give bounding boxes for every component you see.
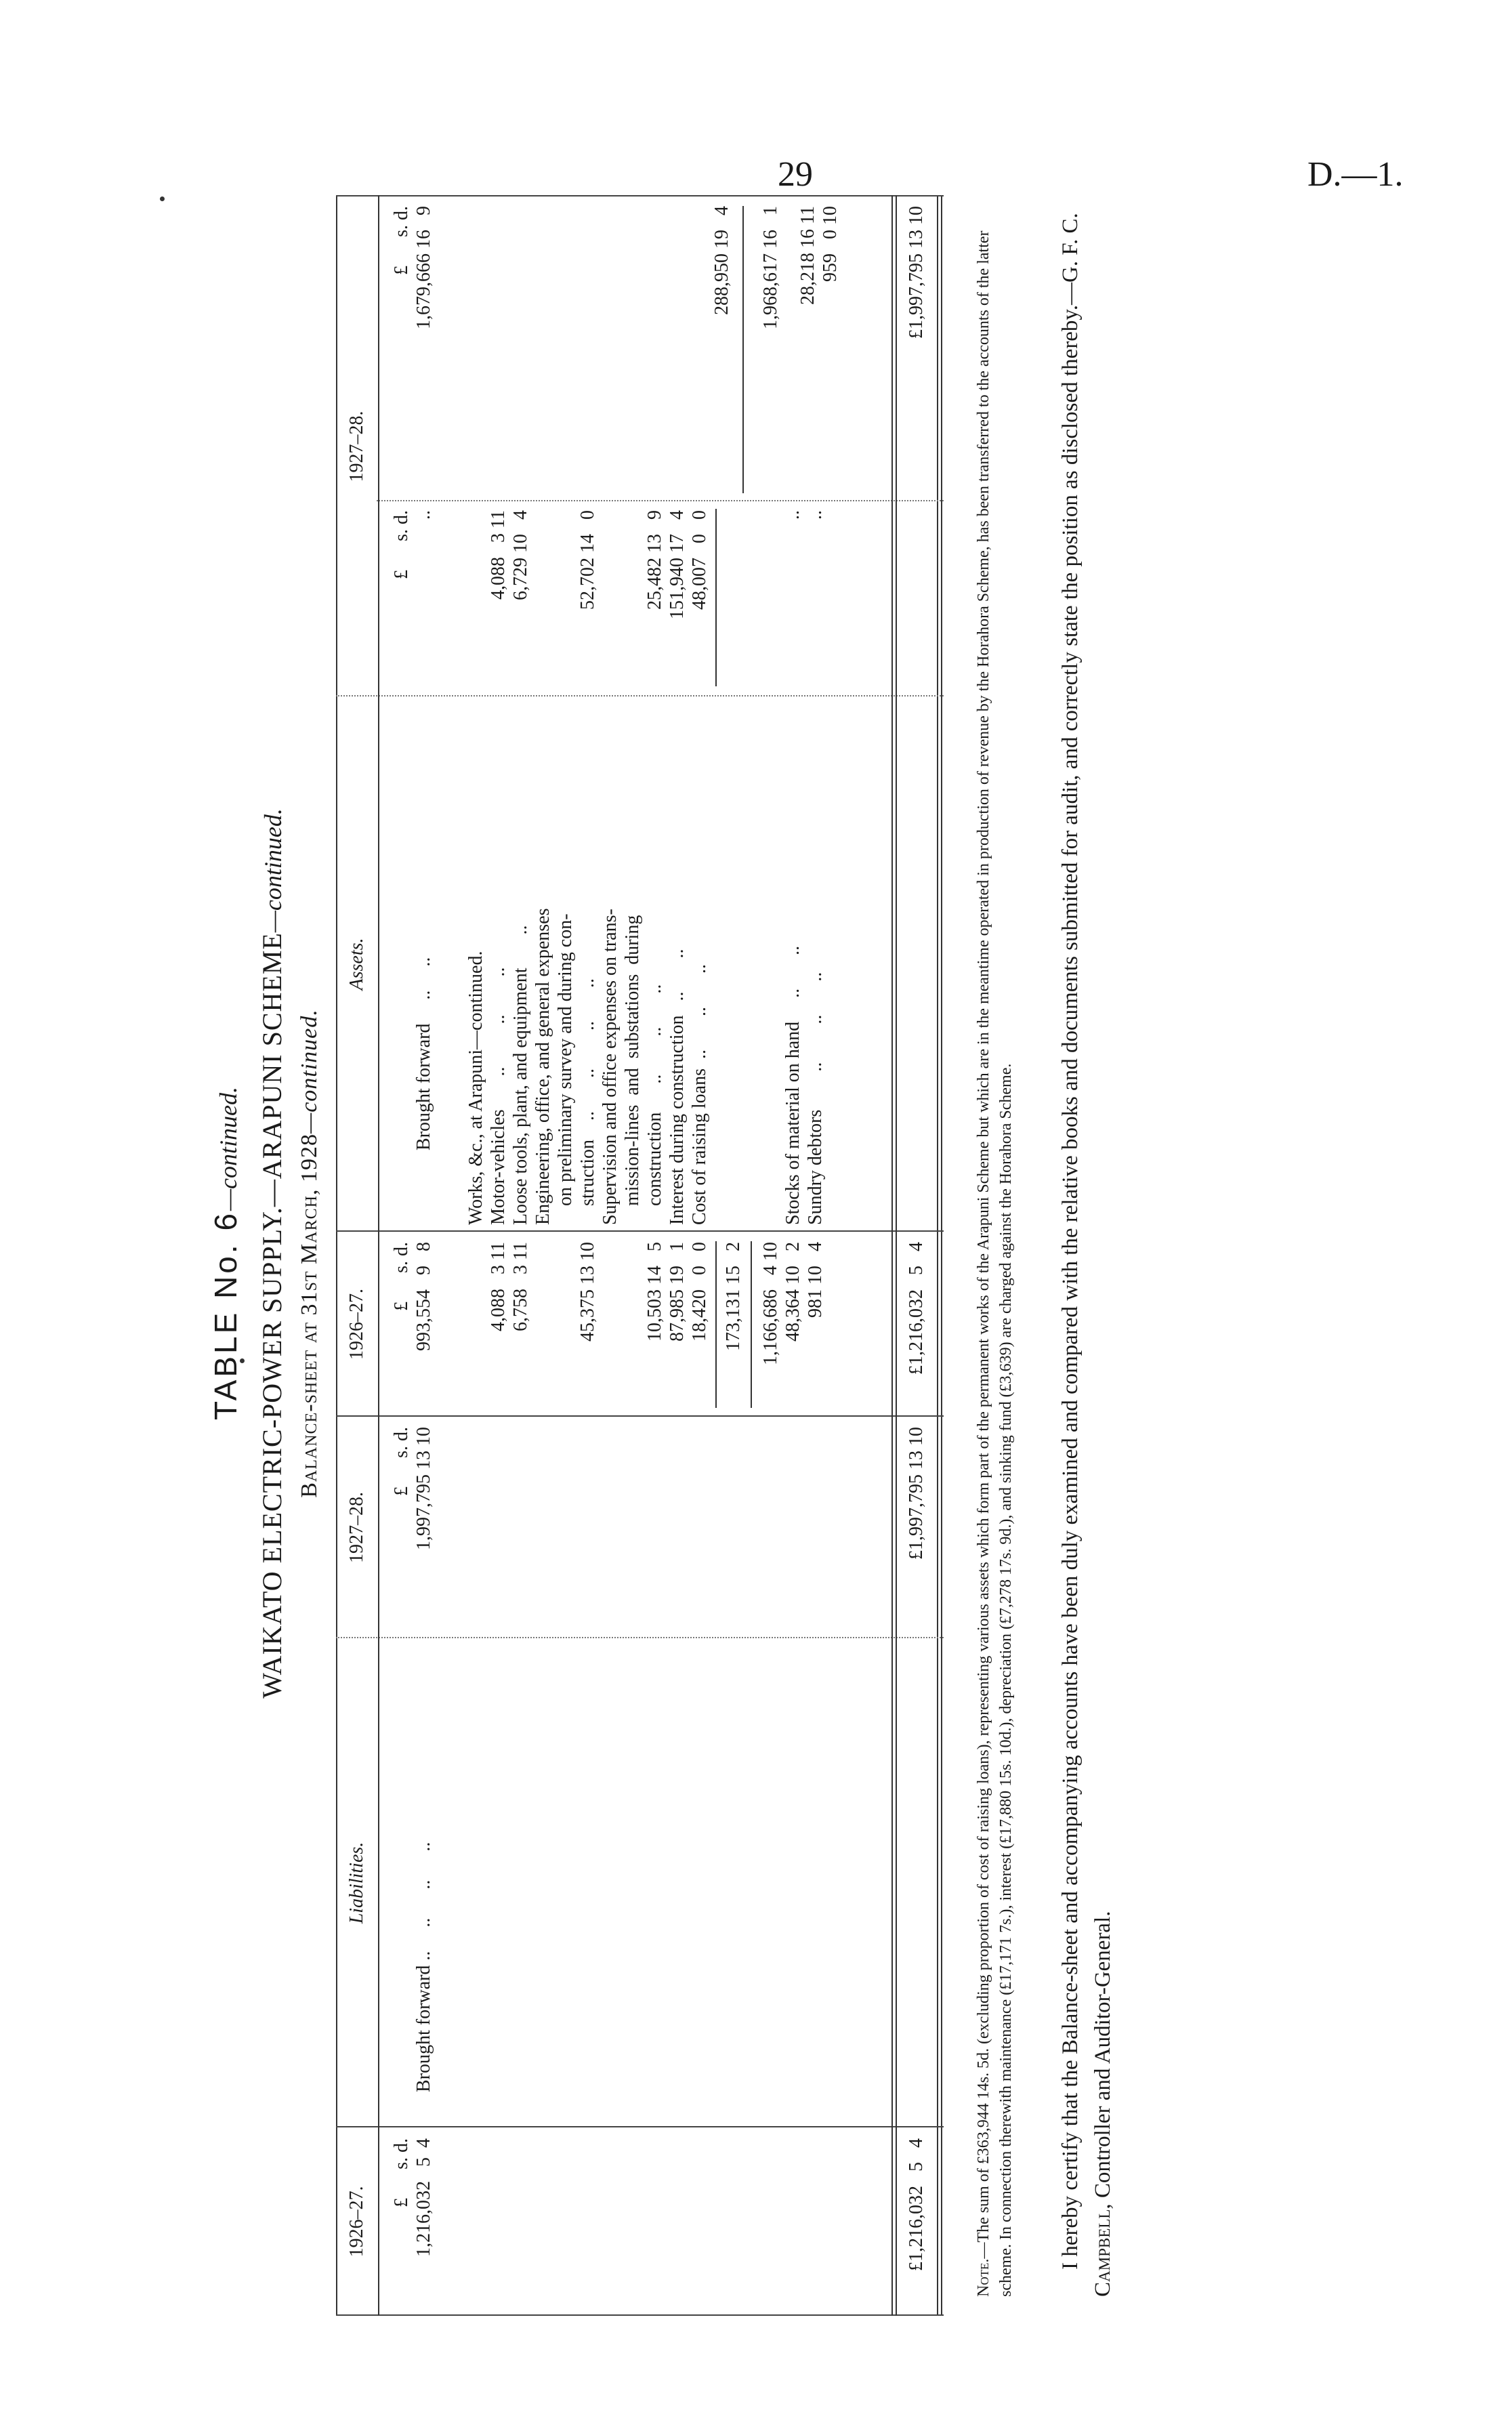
note-text: —The sum of £363,944 14s. 5d. (excluding proportion of cost of raising loans), representing various assets which form part of the permanent works of the Arapuni Scheme but which are in the meantime operated in production of revenue by the Horahora Scheme, has been transferred to the accounts of the latter scheme. In connection therewith maintenance (£17,171 7s.), interest (£17,880 15s. 10d.), depreciation (£7,278 17s. 9d.), and sinking fund (£3,639) are charged against the Horahora Scheme. <box>975 230 1015 2297</box>
assets-1927b-sum: 1,968,617 16 1 <box>760 206 781 329</box>
asset-row-label: on preliminary survey and during con- <box>555 913 576 1225</box>
note-lead: Note. <box>975 2258 992 2297</box>
assets-1927-total: £1,997,795 13 10 <box>906 206 927 339</box>
certificate-signatory: Campbell <box>1091 2209 1115 2297</box>
assets-1926-units: £ s. d. <box>391 1242 412 1311</box>
assets-1926-subtotal-rule <box>715 1241 717 1408</box>
liab-label-header: Liabilities. <box>346 1842 367 1924</box>
balance-sheet-note <box>973 203 1017 2297</box>
liab-1927-brought-forward: 1,997,795 13 10 <box>413 1427 434 1550</box>
table-bottom-rule-double <box>937 195 938 2316</box>
certificate-title: , Controller and Auditor-General. <box>1091 1911 1115 2209</box>
asset-row-label: Motor-vehicles .. .. .. <box>488 967 509 1225</box>
balance-sheet-subheading: Balance-sheet at 31st March, 1928—continued. <box>297 1009 322 1498</box>
page-number: 29 <box>778 155 813 194</box>
assets-1927b-units: £ s. d. <box>391 206 412 275</box>
rotated-balance-sheet <box>79 176 1162 2331</box>
asset-row-1927: 48,007 0 0 <box>689 510 710 610</box>
assets-1926-sum-rule <box>751 1241 752 1408</box>
asset-row-label: Works, &c., at Arapuni—continued. <box>465 951 486 1225</box>
liab-1926-brought-forward: 1,216,032 5 4 <box>413 2138 434 2257</box>
asset-row-label: struction .. .. .. .. <box>577 978 598 1225</box>
assets-1927b-stocks: 28,218 16 11 <box>797 206 818 305</box>
assets-1927b-subtotal: 288,950 19 4 <box>711 206 732 315</box>
assets-1926-stocks: 48,364 10 2 <box>782 1242 803 1342</box>
assets-1926-subtotal: 173,131 15 2 <box>723 1242 744 1351</box>
asset-row-1927: 52,702 14 0 <box>577 510 598 610</box>
asset-row-label: Engineering, office, and general expenses <box>532 908 553 1225</box>
assets-1927a-subtotal-rule <box>715 509 717 686</box>
asset-row-1927: 25,482 13 9 <box>644 510 665 610</box>
asset-row-1926: 6,758 3 11 <box>510 1242 531 1331</box>
assets-col-divider <box>377 500 944 501</box>
asset-row-1926: 45,375 13 10 <box>577 1242 598 1342</box>
asset-row-label: mission-lines and substations during <box>622 915 643 1225</box>
assets-col-divider <box>336 1230 944 1232</box>
assets-1927b-debtors: 959 0 10 <box>820 206 841 282</box>
assets-1926-debtors: 981 10 4 <box>805 1242 826 1318</box>
liab-1926-units: £ s. d. <box>391 2138 412 2207</box>
document-reference: D.—1. <box>1307 155 1404 194</box>
table-right-border <box>336 195 944 196</box>
liab-1927-header: 1927–28. <box>346 1492 367 1563</box>
stocks-label: Stocks of material on hand .. .. <box>782 945 803 1225</box>
assets-1927a-dots: .. <box>413 510 434 520</box>
liab-1927-total: £1,997,795 13 10 <box>906 1427 927 1560</box>
scheme-heading: WAIKATO ELECTRIC-POWER SUPPLY.—ARAPUNI SCHEME—continued. <box>257 808 287 1699</box>
totals-rule-double <box>896 195 897 2316</box>
asset-row-label: Interest during construction .. .. <box>667 949 688 1225</box>
asset-row-label: Loose tools, plant, and equipment .. <box>510 925 531 1225</box>
balance-sheet-table <box>336 195 944 2316</box>
asset-row-1926: 18,420 0 0 <box>689 1242 710 1342</box>
liab-1926-header: 1926–27. <box>346 2186 367 2258</box>
table-top-rule <box>336 195 337 2316</box>
totals-rule <box>891 195 893 2316</box>
assets-label-header: Assets. <box>346 938 367 991</box>
table-bottom-rule <box>941 195 942 2316</box>
asset-row-label: Cost of raising loans .. .. .. <box>689 964 710 1225</box>
assets-1927a-units: £ s. d. <box>391 510 412 579</box>
liab-brought-forward-label: Brought forward .. .. .. .. <box>413 1842 434 2092</box>
assets-brought-forward-label: Brought forward .. .. <box>413 957 434 1150</box>
assets-1926-brought-forward: 993,554 9 8 <box>413 1242 434 1351</box>
asset-row-1927: 6,729 10 4 <box>510 510 531 600</box>
assets-1927a-debtors-dots: .. <box>805 510 826 520</box>
audit-certificate <box>1054 203 1119 2297</box>
assets-1927-header: 1927–28. <box>346 411 367 482</box>
table-number-title: TABLE No. 6—continued. <box>208 1086 243 1421</box>
asset-row-label: Supervision and office expenses on trans- <box>600 909 621 1225</box>
liab-1926-total: £1,216,032 5 4 <box>906 2138 927 2271</box>
liab-1927-units: £ s. d. <box>391 1427 412 1496</box>
assets-1926-total: £1,216,032 5 4 <box>906 1242 927 1375</box>
debtors-label: Sundry debtors .. .. .. <box>805 972 826 1225</box>
certificate-text: I hereby certify that the Balance-sheet and accompanying accounts have been duly examined and compared with the relative books and documents submitted for audit, and correctly state the position as disclosed thereby.—G. F. C. <box>1058 213 1083 2270</box>
asset-row-1926: 4,088 3 11 <box>488 1242 509 1331</box>
header-rule <box>378 195 379 2316</box>
assets-1927b-sum-rule <box>742 206 744 493</box>
assets-1927b-brought-forward: 1,679,666 16 9 <box>413 206 434 329</box>
assets-1927a-stocks-dots: .. <box>782 510 803 520</box>
liab-col-divider <box>336 2126 944 2127</box>
asset-row-1927: 4,088 3 11 <box>488 510 509 600</box>
asset-row-label: construction .. .. .. <box>644 984 665 1225</box>
asset-row-1927: 151,940 17 4 <box>667 510 688 619</box>
asset-row-1926: 87,985 19 1 <box>667 1242 688 1342</box>
asset-row-1926: 10,503 14 5 <box>644 1242 665 1342</box>
assets-1926-header: 1926–27. <box>346 1289 367 1360</box>
assets-1926-sum: 1,166,686 4 10 <box>760 1242 781 1365</box>
